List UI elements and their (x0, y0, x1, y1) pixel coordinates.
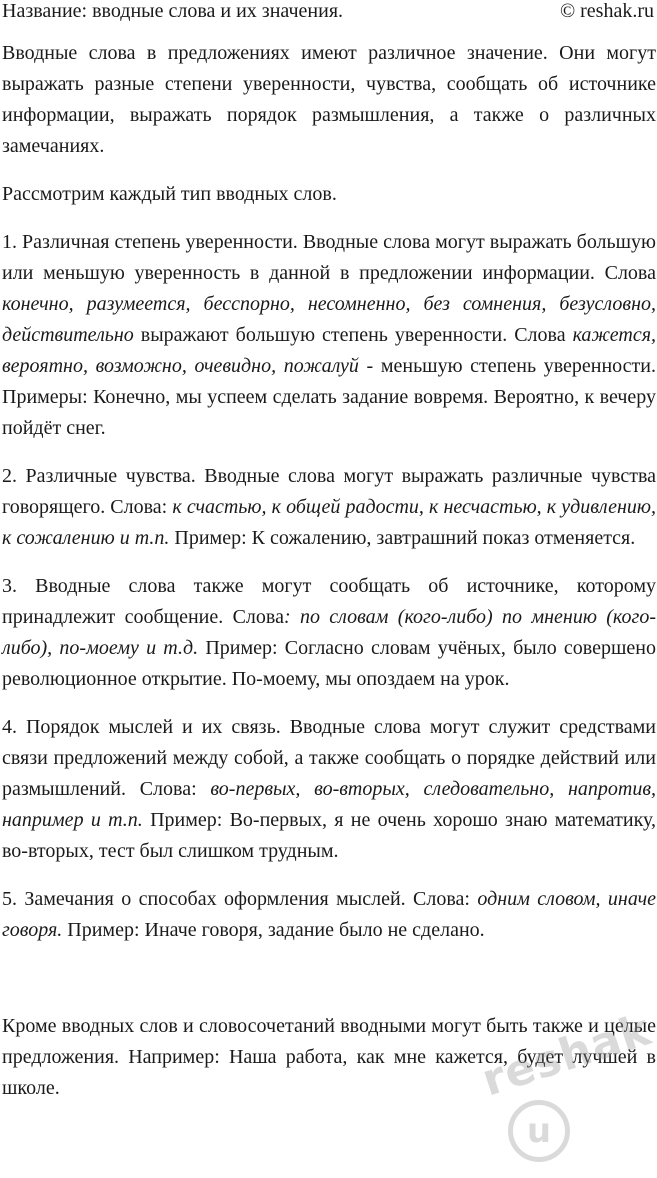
document-title: Название: вводные слова и их значения. (2, 0, 344, 22)
paragraph-feelings (2, 461, 656, 554)
text-run: Пример: Согласно словам учёных, было совершено революционное открытие. По-моему, мы опоздаем на урок. (2, 637, 656, 690)
spacer (2, 963, 656, 1011)
closing-paragraph: Кроме вводных слов и словосочетаний вводными могут быть также и целые предложения. Например: Наша работа, как мне кажется, будет лучшей в школе. (2, 1015, 656, 1099)
text-run: 5. Замечания о способах оформления мыслей. Слова: (2, 888, 478, 910)
italic-examples: : по словам (кого-либо) по мнению (кого-либо), по-моему и т.д. (2, 606, 656, 659)
paragraph-source (2, 571, 656, 695)
watermark-text: reshak (476, 1004, 657, 1107)
italic-examples: конечно, разумеется, бесспорно, несомненно, без сомнения, безусловно, действительно (2, 293, 656, 346)
text-run: 3. Вводные слова также могут сообщать об источнике, которому принадлежит сообщение. Слова (2, 575, 656, 628)
text-run: выражают большую степень уверенности. Слова (133, 324, 573, 346)
consider-paragraph: Рассмотрим каждый тип вводных слов. (2, 183, 337, 205)
text-run: Пример: Иначе говоря, задание было не сделано. (62, 919, 485, 941)
text-run: 2. Различные чувства. Вводные слова могут выражать различные чувства говорящего. Слова: (2, 465, 656, 518)
text-run: 1. Различная степень уверенности. Вводные слова могут выражать большую или меньшую уверенность в данной в предложении информации. Слова (2, 231, 656, 284)
italic-examples: во-первых, во-вторых, следовательно, напротив, например и т.п. (2, 778, 656, 831)
document-header (2, 0, 654, 24)
italic-examples: кажется, вероятно, возможно, очевидно, пожалуй (2, 324, 656, 377)
intro-paragraph: Вводные слова в предложениях имеют различное значение. Они могут выражать разные степени уверенности, чувства, сообщать об источнике информации, выражать порядок размышления, а также о различных замечаниях. (2, 42, 656, 157)
text-run: Пример: Во-первых, я не очень хорошо знаю математику, во-вторых, тест был слишком трудным. (2, 809, 657, 862)
italic-examples: к счастью, к общей радости, к несчастью, к удивлению, к сожалению и т.п. (2, 496, 656, 549)
text-run: - меньшую степень уверенности. Примеры: Конечно, мы успеем сделать задание вовремя. Вероятно, к вечеру пойдёт снег. (2, 355, 656, 439)
document-body (2, 38, 656, 1121)
copyright-notice: © reshak.ru (559, 0, 654, 22)
paragraph-order (2, 712, 656, 867)
text-run: Пример: К сожалению, завтрашний показ отменяется. (169, 527, 636, 549)
text-run: 4. Порядок мыслей и их связь. Вводные слова могут служит средствами связи предложений между собой, а также сообщать о порядке действий или размышлений. Слова: (2, 716, 656, 800)
watermark-logo-icon: u (508, 1100, 570, 1162)
italic-examples: одним словом, иначе говоря. (2, 888, 656, 941)
paragraph-remarks (2, 884, 656, 946)
paragraph-certainty (2, 227, 656, 444)
